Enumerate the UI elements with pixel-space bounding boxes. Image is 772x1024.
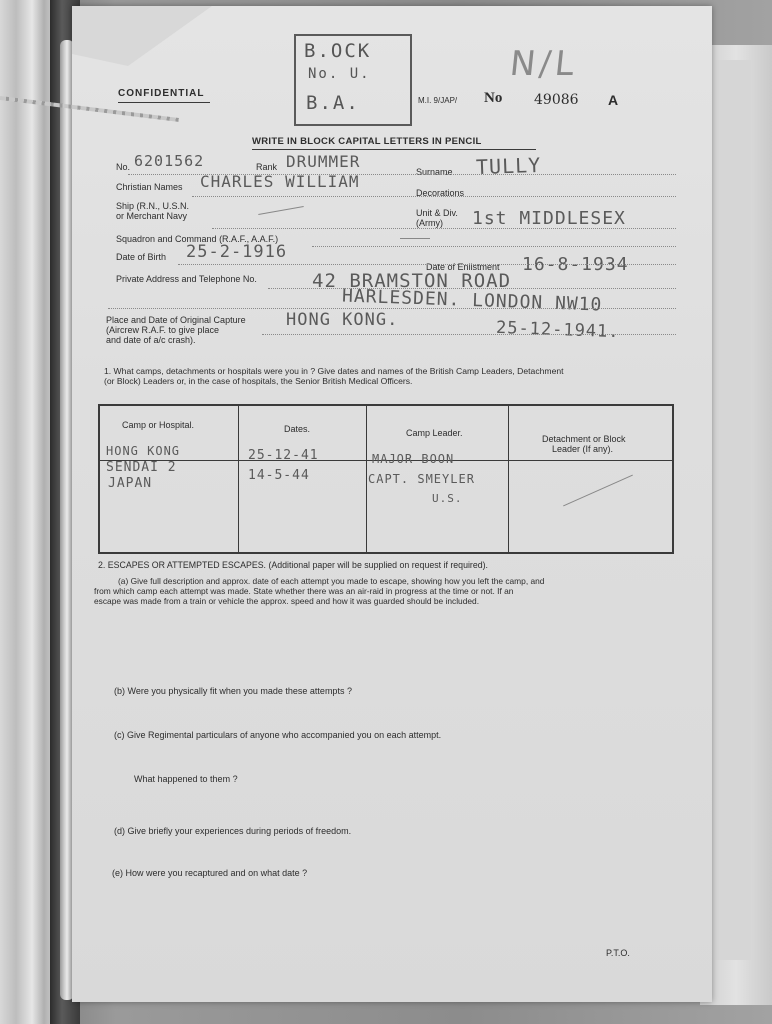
stamp-line-1: B.OCK xyxy=(304,40,372,62)
q2a-line-2: from which camp each attempt was made. State whether there was an air-raid in progress at the time or not. If an xyxy=(94,586,514,596)
surname-value: TULLY xyxy=(475,152,542,180)
q2a-line-3: escape was made from a train or vehicle the approx. speed and how it was guarded should be included. xyxy=(94,596,480,606)
row-ship-line xyxy=(212,228,676,229)
row-address-line-2 xyxy=(108,308,676,309)
row-capture-line xyxy=(262,334,676,335)
camp-row-2: SENDAI 2 xyxy=(106,460,177,475)
table-col-divider xyxy=(508,406,509,552)
header-camp-leader: Camp Leader. xyxy=(406,428,463,438)
torn-corner xyxy=(72,6,212,66)
address-line-1: 42 BRAMSTON ROAD xyxy=(312,270,512,292)
enlistment-value: 16-8-1934 xyxy=(522,254,629,275)
capture-date: 25-12-1941. xyxy=(495,317,620,343)
nil-handwritten-mark: N/L xyxy=(507,44,580,84)
classification-label: CONFIDENTIAL xyxy=(118,88,205,99)
instruction-heading: WRITE IN BLOCK CAPITAL LETTERS IN PENCIL xyxy=(252,136,482,147)
q1-text-1: 1. What camps, detachments or hospitals were you in ? Give dates and names of the British Camp Leaders, Detachment xyxy=(104,366,564,376)
address-line-2: HARLESDEN. LONDON NW10 xyxy=(341,285,603,316)
stamp-line-3: B.A. xyxy=(306,92,360,114)
q2b-text: (b) Were you physically fit when you made these attempts ? xyxy=(114,686,352,696)
ref-number: 49086 xyxy=(534,92,579,108)
ref-prefix: M.I. 9/JAP/ xyxy=(418,96,458,105)
camp-row-3: JAPAN xyxy=(108,476,153,491)
ship-label-2: or Merchant Navy xyxy=(116,211,188,221)
table-col-divider xyxy=(238,406,239,552)
camp-row-1: HONG KONG xyxy=(106,444,181,458)
ref-suffix: A xyxy=(608,92,619,108)
ship-dash-mark xyxy=(258,206,303,215)
dob-label: Date of Birth xyxy=(116,252,167,262)
surname-label: Surname xyxy=(416,167,453,177)
date-row-1: 25-12-41 xyxy=(248,448,319,463)
leader-row-1: MAJOR BOON xyxy=(372,452,455,466)
capture-label-3: and date of a/c crash). xyxy=(106,335,196,345)
capture-place: HONG KONG. xyxy=(286,310,399,330)
q2e-text: (e) How were you recaptured and on what date ? xyxy=(112,868,308,878)
row-christian-line xyxy=(192,196,676,197)
christian-names-value: CHARLES WILLIAM xyxy=(200,172,360,191)
row-dob-line xyxy=(178,264,676,265)
capture-label-1: Place and Date of Original Capture xyxy=(106,315,246,325)
rank-label: Rank xyxy=(256,162,278,172)
pto-label: P.T.O. xyxy=(606,948,630,958)
ship-label-1: Ship (R.N., U.S.N. xyxy=(116,201,190,211)
squadron-label: Squadron and Command (R.A.F., A.A.F.) xyxy=(116,234,279,244)
q2d-text: (d) Give briefly your experiences during periods of freedom. xyxy=(114,826,352,836)
classification-underline xyxy=(118,102,210,103)
q2c-text: (c) Give Regimental particulars of anyone who accompanied you on each attempt. xyxy=(114,730,442,740)
no-label: No. xyxy=(116,162,131,172)
ref-no-label: No xyxy=(484,90,503,106)
instruction-underline xyxy=(252,149,536,150)
leader-row-3: U.S. xyxy=(432,492,463,505)
rank-value: DRUMMER xyxy=(286,152,361,171)
unit-label-2: (Army) xyxy=(416,218,443,228)
detachment-dash-mark xyxy=(563,475,633,507)
q1-text-2: (or Block) Leaders or, in the case of hospitals, the Senior British Medical Officers. xyxy=(104,376,413,386)
q2c-followup-text: What happened to them ? xyxy=(134,774,238,784)
header-camp: Camp or Hospital. xyxy=(122,420,195,430)
row-address-line xyxy=(268,288,676,289)
header-dates: Dates. xyxy=(284,424,311,434)
capture-label-2: (Aircrew R.A.F. to give place xyxy=(106,325,220,335)
q2a-line-1: (a) Give full description and approx. date of each attempt you made to escape, showing how you left the camp, and xyxy=(118,576,545,586)
document-page xyxy=(72,6,712,1002)
christian-names-label: Christian Names xyxy=(116,182,183,192)
camp-table xyxy=(98,404,674,554)
table-col-divider xyxy=(366,406,367,552)
row-squadron-line xyxy=(312,246,676,247)
stamp-line-2: No. U. xyxy=(308,66,371,82)
q2-heading: 2. ESCAPES OR ATTEMPTED ESCAPES. (Additional paper will be supplied on request if required). xyxy=(98,560,489,570)
enlistment-label: Date of Enlistment xyxy=(426,262,500,272)
leader-row-2: CAPT. SMEYLER xyxy=(368,472,475,486)
squadron-dash-mark xyxy=(400,238,430,239)
address-label: Private Address and Telephone No. xyxy=(116,274,257,284)
dob-value: 25-2-1916 xyxy=(186,242,288,262)
header-detachment-2: Leader (If any). xyxy=(552,444,614,454)
decorations-label: Decorations xyxy=(416,188,465,198)
no-value: 6201562 xyxy=(134,152,205,170)
date-row-2: 14-5-44 xyxy=(248,468,310,483)
header-detachment: Detachment or Block xyxy=(542,434,626,444)
unit-label-1: Unit & Div. xyxy=(416,208,458,218)
unit-value: 1st MIDDLESEX xyxy=(472,208,626,229)
